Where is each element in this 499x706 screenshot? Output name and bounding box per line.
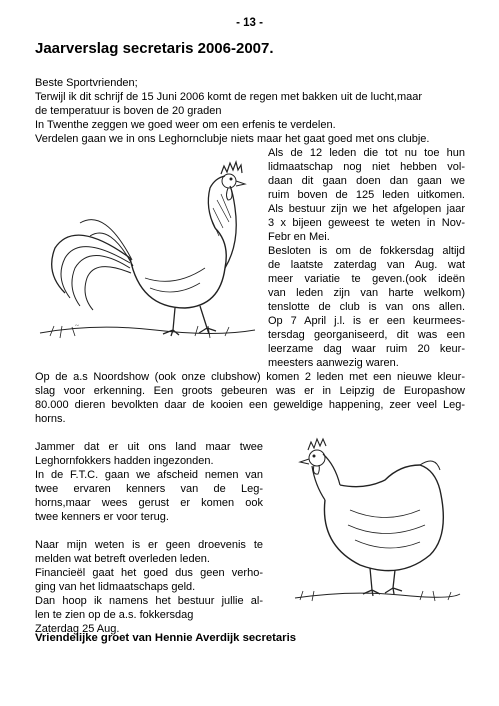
left-column-line: Financieël gaat het goed dus geen verho- [35,567,263,579]
right-column-line: Als de 12 leden die tot nu toe hun [268,147,465,159]
hen-illustration [290,430,465,610]
intro-line: In Twenthe zeggen we goed weer om een erfenis te verdelen. [35,119,336,131]
left-column-line: len te zien op de a.s. fokkersdag [35,609,194,621]
right-column-line: ruim boven de 125 leden uitkomen. [268,189,465,201]
right-column-line: Als bestuur zijn we het afgelopen jaar [268,203,465,215]
right-column-line: meer variatie te geven.(ook ideën [268,273,465,285]
rooster-illustration [35,148,260,348]
right-column-line: Besloten is om de fokkersdag altijd [268,245,465,257]
left-column-line: horns,maar wees gerust er komen ook [35,497,263,509]
left-column-line: twee ervaren kenners van de Leg- [35,483,263,495]
page-title: Jaarverslag secretaris 2006-2007. [35,40,274,57]
right-column-line: leerzame dag waar ruim 20 keur- [268,343,465,355]
intro-line: de temperatuur is boven de 20 graden [35,105,222,117]
right-column-line: daan dit gaan doen dan gaan we [268,175,465,187]
paragraph-line: slag voor erkenning. Een groots gebeuren was er in Leipzig de Europashow [35,385,465,397]
right-column-line: tersdag georganiseerd, dit was een [268,329,465,341]
right-column-line: Febr en Mei. [268,231,330,243]
right-column-line: van leden zijn van harte welkom) [268,287,465,299]
left-column-line: Naar mijn weten is er geen droevenis te [35,539,263,551]
left-column-line: melden wat betreft overleden leden. [35,553,210,565]
closing-greeting: Vriendelijke groet van Hennie Averdijk secretaris [35,632,296,644]
right-column-line: meesters aanwezig waren. [268,357,399,369]
right-column-line: Op 7 April j.l. is er een keurmees- [268,315,465,327]
left-column-line: Dan hoop ik namens het bestuur jullie al- [35,595,263,607]
left-column-line: ging van het lidmaatschaps geld. [35,581,196,593]
right-column-line: lidmaatschap nog niet hebben vol- [268,161,465,173]
paragraph-line: horns. [35,413,66,425]
intro-line: Beste Sportvrienden; [35,77,138,89]
left-column-line: In de F.T.C. gaan we afscheid nemen van [35,469,263,481]
left-column-line: Zaterdag 25 Aug. [35,623,120,635]
intro-line: Verdelen gaan we in ons Leghornclubje niets maar het gaat goed met ons clubje. [35,133,430,145]
left-column-line: twee kenners er voor terug. [35,511,169,523]
right-column-line: de laatste zaterdag van Aug. wat [268,259,465,271]
page-number: - 13 - [236,17,263,29]
right-column-line: 3 x bijeen geweest te weten in Nov- [268,217,465,229]
svg-text:~: ~ [75,322,79,330]
paragraph-line: Op de a.s Noordshow (ook onze clubshow) komen 2 leden met een nieuwe kleur- [35,371,465,383]
left-column-line: Leghornfokkers hadden ingezonden. [35,455,214,467]
intro-line: Terwijl ik dit schrijf de 15 Juni 2006 komt de regen met bakken uit de lucht,maar [35,91,423,103]
left-column-line: Jammer dat er uit ons land maar twee [35,441,263,453]
right-column-line: tenslotte de club is van ons allen. [268,301,465,313]
paragraph-line: 80.000 dieren bevolkten daar de kooien een geweldige happening, zeer veel Leg- [35,399,465,411]
